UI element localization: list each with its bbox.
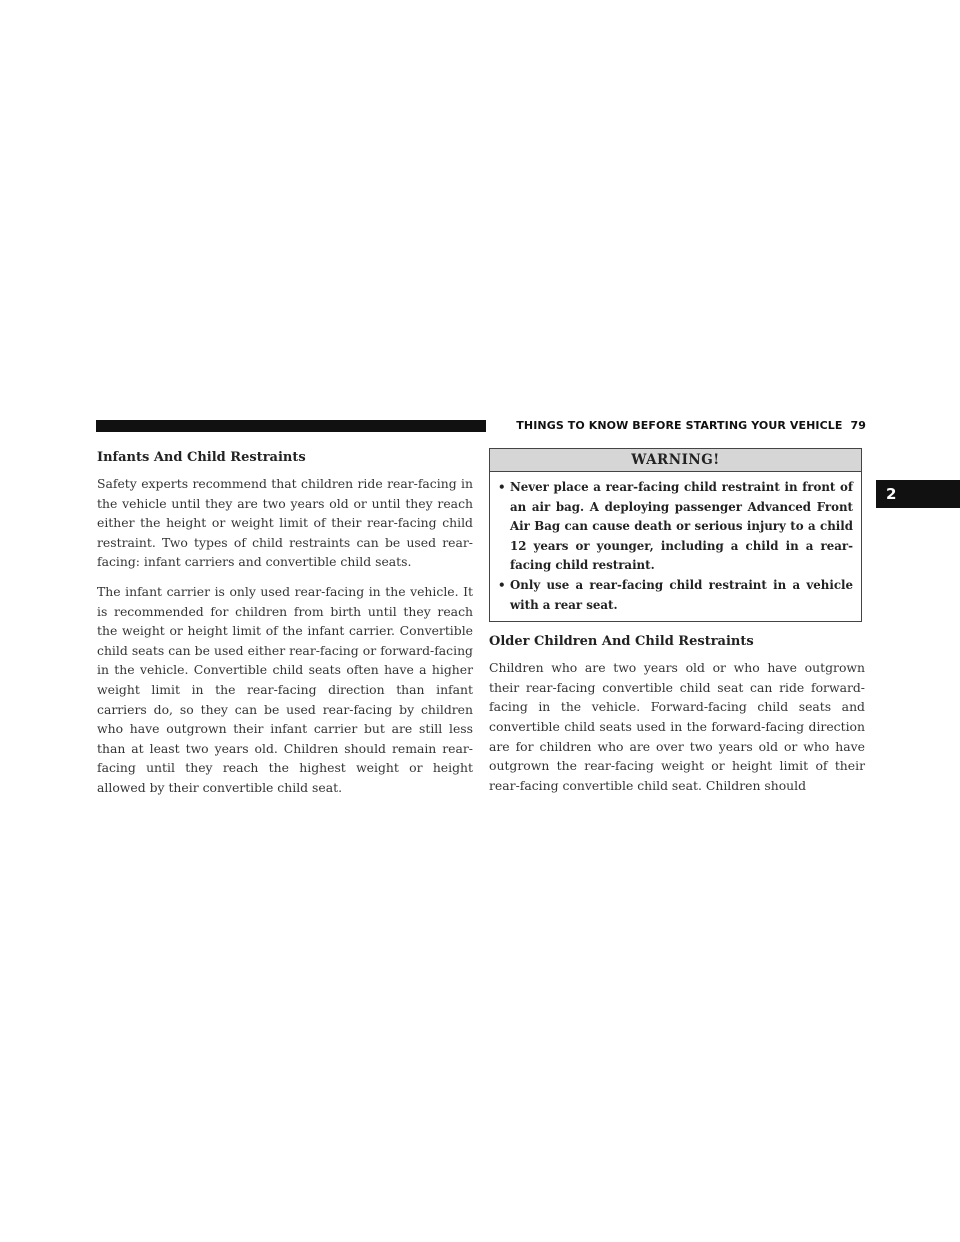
warning-item-text: Never place a rear-facing child restraint in front of an air bag. A deploying passenger Advanced Front Air Bag can cause death or serious injury to a child 12 years or younger, including a child in a rear-facing child restraint. (510, 480, 853, 573)
chapter-tab: 2 (876, 480, 960, 508)
paragraph: Safety experts recommend that children ride rear-facing in the vehicle until they are two years old or until they reach either the height or weight limit of their rear-facing child restraint. Two types of child restraints can be used rear-facing: infant carriers and convertible child seats. (97, 476, 473, 570)
paragraph: Children who are two years old or who have outgrown their rear-facing convertible child seat can ride forward-facing in the vehicle. Forward-facing child seats and convertible child seats used in the forward-facing direction are for children who are over two years old or who have outgrown the rear-facing weight or height limit of their rear-facing convertible child seat. Children should (489, 660, 865, 793)
section-heading-infants: Infants And Child Restraints (97, 450, 306, 465)
left-column (97, 448, 473, 808)
warning-item (498, 478, 853, 576)
page-number: 79 (850, 419, 866, 432)
warning-list (490, 472, 861, 621)
bullet-icon: • (498, 577, 506, 592)
right-column (489, 448, 865, 805)
paragraph: The infant carrier is only used rear-facing in the vehicle. It is recommended for children from birth until they reach the weight or height limit of the infant carrier. Convertible child seats can be used either rear-facing or forward-facing in the vehicle. Convertible child seats often have a higher weight limit in the rear-facing direction than infant carriers do, so they can be used rear-facing by children who have outgrown their infant carrier but are still less than at least two years old. Children should remain rear-facing until they reach the highest weight or height allowed by their convertible child seat. (97, 583, 473, 795)
section-title: THINGS TO KNOW BEFORE STARTING YOUR VEHICLE (516, 419, 843, 432)
bullet-icon: • (498, 480, 506, 494)
running-header (494, 418, 866, 434)
warning-title: WARNING! (490, 449, 861, 472)
section-heading-older-children: Older Children And Child Restraints (489, 634, 754, 650)
warning-box (489, 448, 862, 622)
header-rule (96, 420, 486, 432)
warning-item-text: Only use a rear-facing child restraint in a vehicle with a rear seat. (510, 577, 853, 612)
warning-item (498, 576, 853, 615)
